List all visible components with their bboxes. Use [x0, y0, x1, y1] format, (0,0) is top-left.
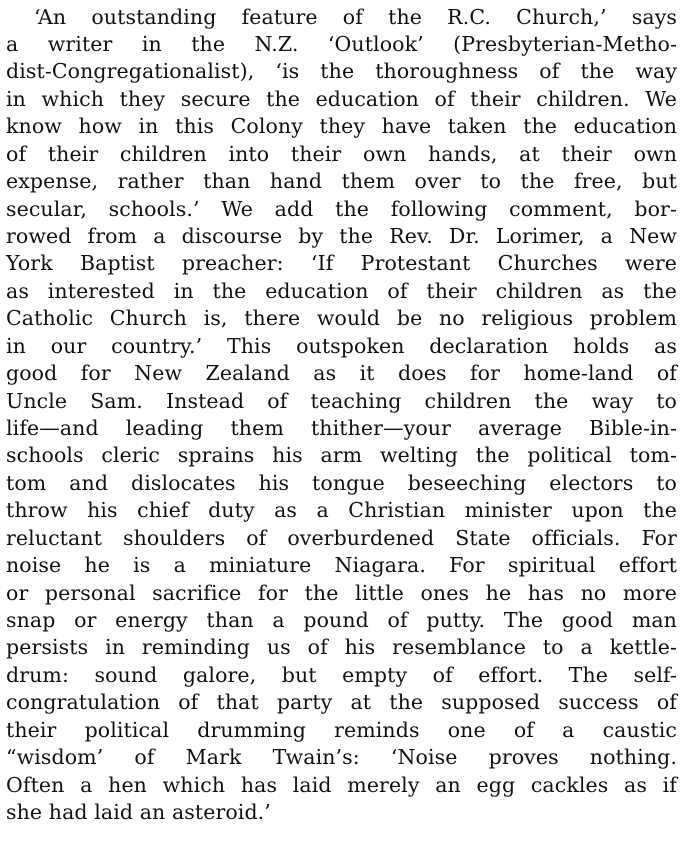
article-line: ‘An outstanding feature of the R.C. Church,’ says [34, 5, 677, 29]
article-line-last: she had laid an asteroid.’ [6, 800, 271, 824]
article-line: of their children into their own hands, at their own [6, 142, 677, 166]
article-line: tom and dislocates his tongue beseeching electors to [6, 471, 677, 495]
article-line: in our country.’ This outspoken declaration holds as [6, 334, 677, 358]
article-line: Often a hen which has laid merely an egg cackles as if [6, 773, 677, 797]
article-line: rowed from a discourse by the Rev. Dr. Lorimer, a New [6, 224, 677, 248]
article-line: schools cleric sprains his arm welting the political tom- [6, 443, 677, 467]
article-line: persists in reminding us of his resemblance to a kettle- [6, 635, 677, 659]
article-line: life—and leading them thither—your average Bible-in- [6, 416, 677, 440]
article-line: or personal sacrifice for the little ones he has no more [6, 581, 677, 605]
article-line: expense, rather than hand them over to the free, but [6, 169, 677, 193]
article-line: in which they secure the education of their children. We [6, 87, 677, 111]
article-line: good for New Zealand as it does for home-land of [6, 361, 677, 385]
article-line: throw his chief duty as a Christian minister upon the [6, 498, 677, 522]
article-line: congratulation of that party at the supposed success of [6, 690, 677, 714]
article-line: a writer in the N.Z. ‘Outlook’ (Presbyterian-Metho- [6, 32, 677, 56]
article-line: as interested in the education of their children as the [6, 279, 677, 303]
article-line: dist-Congregationalist), ‘is the thoroughness of the way [6, 59, 677, 83]
article-line: noise he is a miniature Niagara. For spiritual effort [6, 553, 677, 577]
article-line: their political drumming reminds one of a caustic [6, 718, 677, 742]
article-line: “wisdom’ of Mark Twain’s: ‘Noise proves nothing. [6, 745, 677, 769]
article-line: secular, schools.’ We add the following comment, bor- [6, 197, 677, 221]
article-line: Uncle Sam. Instead of teaching children the way to [6, 389, 677, 413]
article-line: reluctant shoulders of overburdened State officials. For [6, 526, 677, 550]
article-line: drum: sound galore, but empty of effort. The self- [6, 663, 677, 687]
article-line: Catholic Church is, there would be no religious problem [6, 306, 677, 330]
article-line: York Baptist preacher: ‘If Protestant Churches were [6, 251, 677, 275]
article-line: snap or energy than a pound of putty. The good man [6, 608, 677, 632]
article-line: know how in this Colony they have taken the education [6, 114, 677, 138]
